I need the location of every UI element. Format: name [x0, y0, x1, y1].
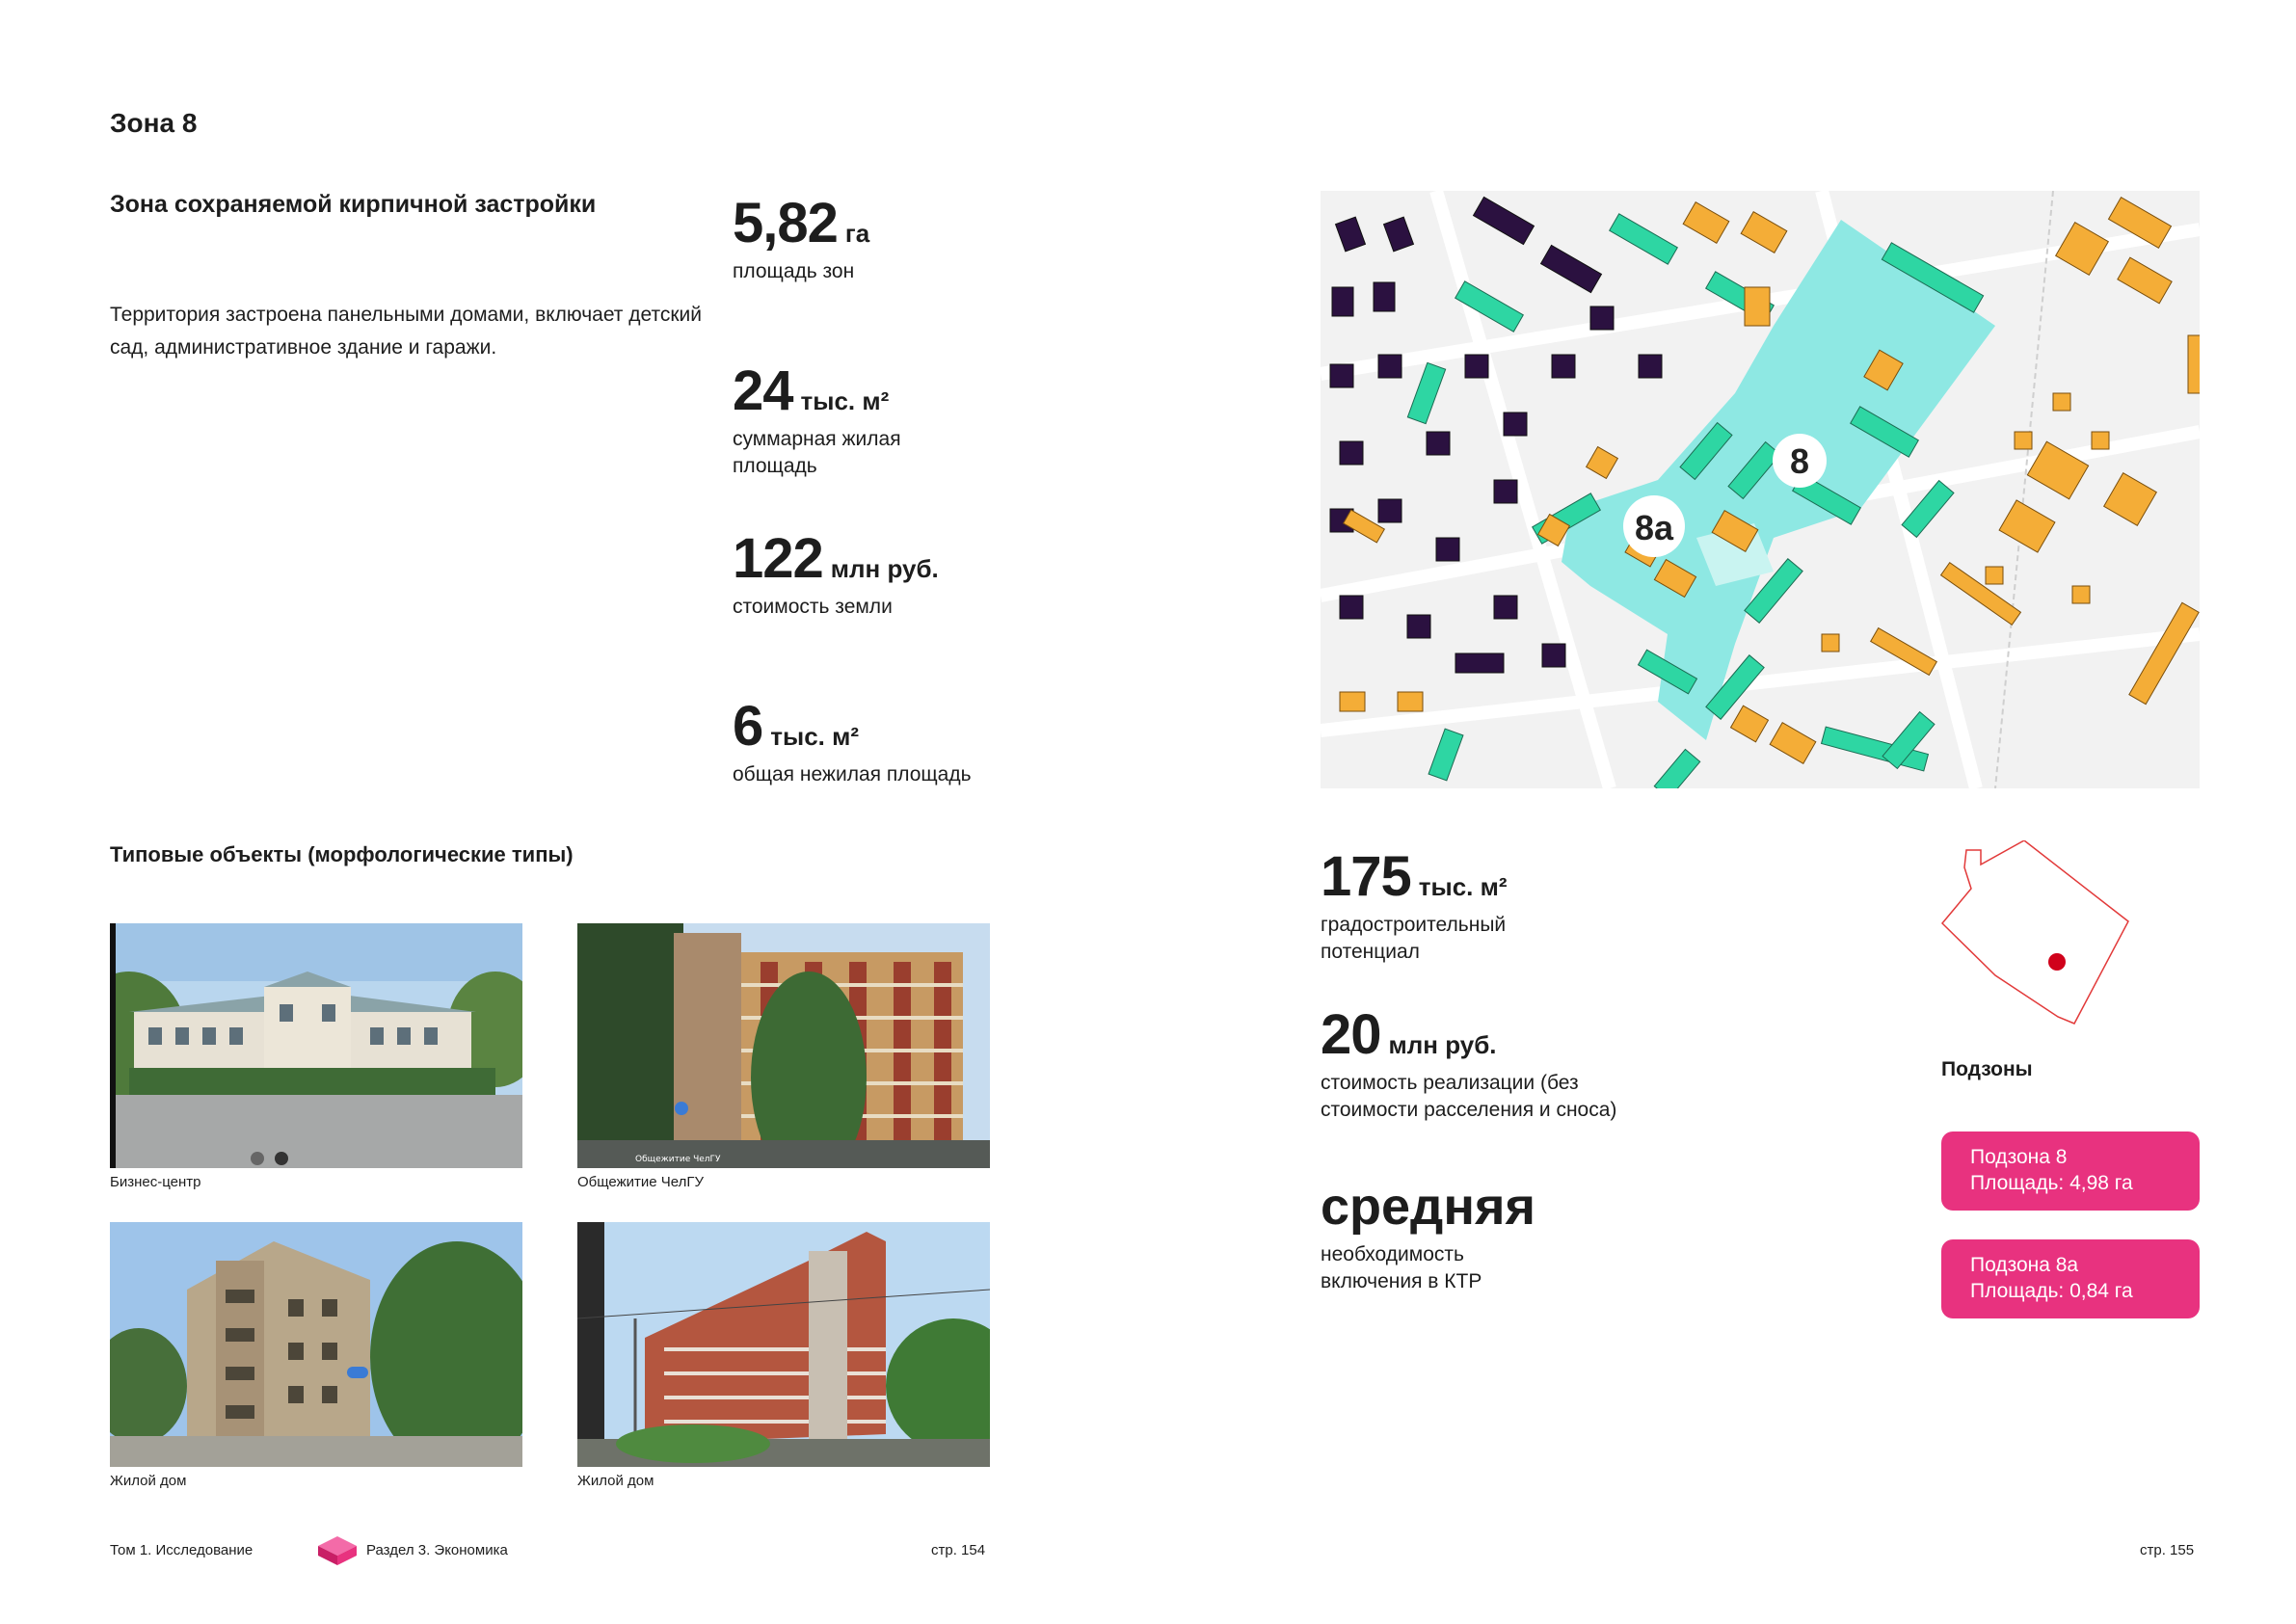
stat-implementation-cost: [1321, 1003, 1619, 1124]
subzone-outline-map: [1937, 840, 2130, 1038]
subzone-card-8[interactable]: [1941, 1131, 2200, 1211]
stat-nonresidential: [733, 695, 972, 788]
section-logo-icon: [316, 1534, 359, 1572]
stat-land-cost: [733, 527, 939, 621]
subzone-name: Подзона 8а: [1970, 1254, 2079, 1276]
stat-value: 24: [733, 359, 793, 422]
stat-value: 20: [1321, 1003, 1381, 1066]
stat-caption: стоимость земли: [733, 596, 893, 618]
location-marker-icon: [2048, 953, 2066, 971]
footer-page-right: стр. 155: [2140, 1542, 2195, 1558]
map-label-8: 8: [1789, 441, 1810, 481]
stat-caption: градостроительный потенциал: [1321, 914, 1507, 963]
stat-value: 6: [733, 695, 763, 758]
stat-unit: тыс. м²: [770, 722, 860, 751]
subzone-card-8a[interactable]: [1941, 1239, 2200, 1318]
photo-residential-2: [577, 1222, 990, 1467]
map-label-8a: 8а: [1634, 508, 1674, 547]
footer-section: Раздел 3. Экономика: [366, 1542, 508, 1558]
zone-subtitle: Зона сохраняемой кирпичной застройки: [110, 191, 597, 218]
stat-unit: млн руб.: [830, 554, 939, 583]
footer-page-left: стр. 154: [931, 1542, 986, 1558]
subzones-heading: Подзоны: [1941, 1058, 2033, 1080]
photo-overlay-label: Общежитие ЧелГУ: [635, 1155, 721, 1164]
photo-business-center: [110, 923, 522, 1168]
subzone-area: Площадь: 0,84 га: [1970, 1280, 2133, 1302]
stat-caption: общая нежилая площадь: [733, 763, 972, 785]
subzone-area: Площадь: 4,98 га: [1970, 1172, 2133, 1194]
footer-volume: Том 1. Исследование: [110, 1542, 254, 1558]
stat-unit: тыс. м²: [800, 386, 890, 415]
stat-value: 175: [1321, 845, 1411, 908]
stat-value: 122: [733, 527, 823, 590]
stat-caption: площадь зон: [733, 260, 855, 282]
zone-map: [1321, 191, 2200, 788]
stat-area: [733, 192, 870, 285]
zone-title: Зона 8: [110, 108, 198, 138]
photo-caption: Жилой дом: [577, 1473, 654, 1489]
photo-caption: Бизнес-центр: [110, 1174, 201, 1190]
stat-unit: млн руб.: [1388, 1030, 1497, 1059]
stat-unit: га: [844, 219, 870, 248]
stat-potential: [1321, 845, 1542, 966]
typical-objects-heading: Типовые объекты (морфологические типы): [110, 842, 574, 866]
photo-caption: Общежитие ЧелГУ: [577, 1174, 705, 1190]
stat-value: средняя: [1321, 1178, 1535, 1236]
subzone-name: Подзона 8: [1970, 1146, 2068, 1168]
photo-residential-1: [110, 1222, 522, 1467]
stat-ktr-necessity: [1321, 1178, 1535, 1295]
zone-description: Территория застроена панельными домами, включает детский сад, административное здание и гаражи.: [110, 304, 703, 359]
photo-dormitory: [577, 923, 990, 1168]
stat-caption: стоимость реализации (без стоимости расселения и сноса): [1321, 1072, 1617, 1121]
stat-living-area: [733, 359, 954, 480]
stat-caption: суммарная жилая площадь: [733, 428, 901, 477]
stat-unit: тыс. м²: [1418, 872, 1508, 901]
photo-caption: Жилой дом: [110, 1473, 187, 1489]
stat-value: 5,82: [733, 192, 838, 254]
stat-caption: необходимость включения в КТР: [1321, 1243, 1482, 1292]
